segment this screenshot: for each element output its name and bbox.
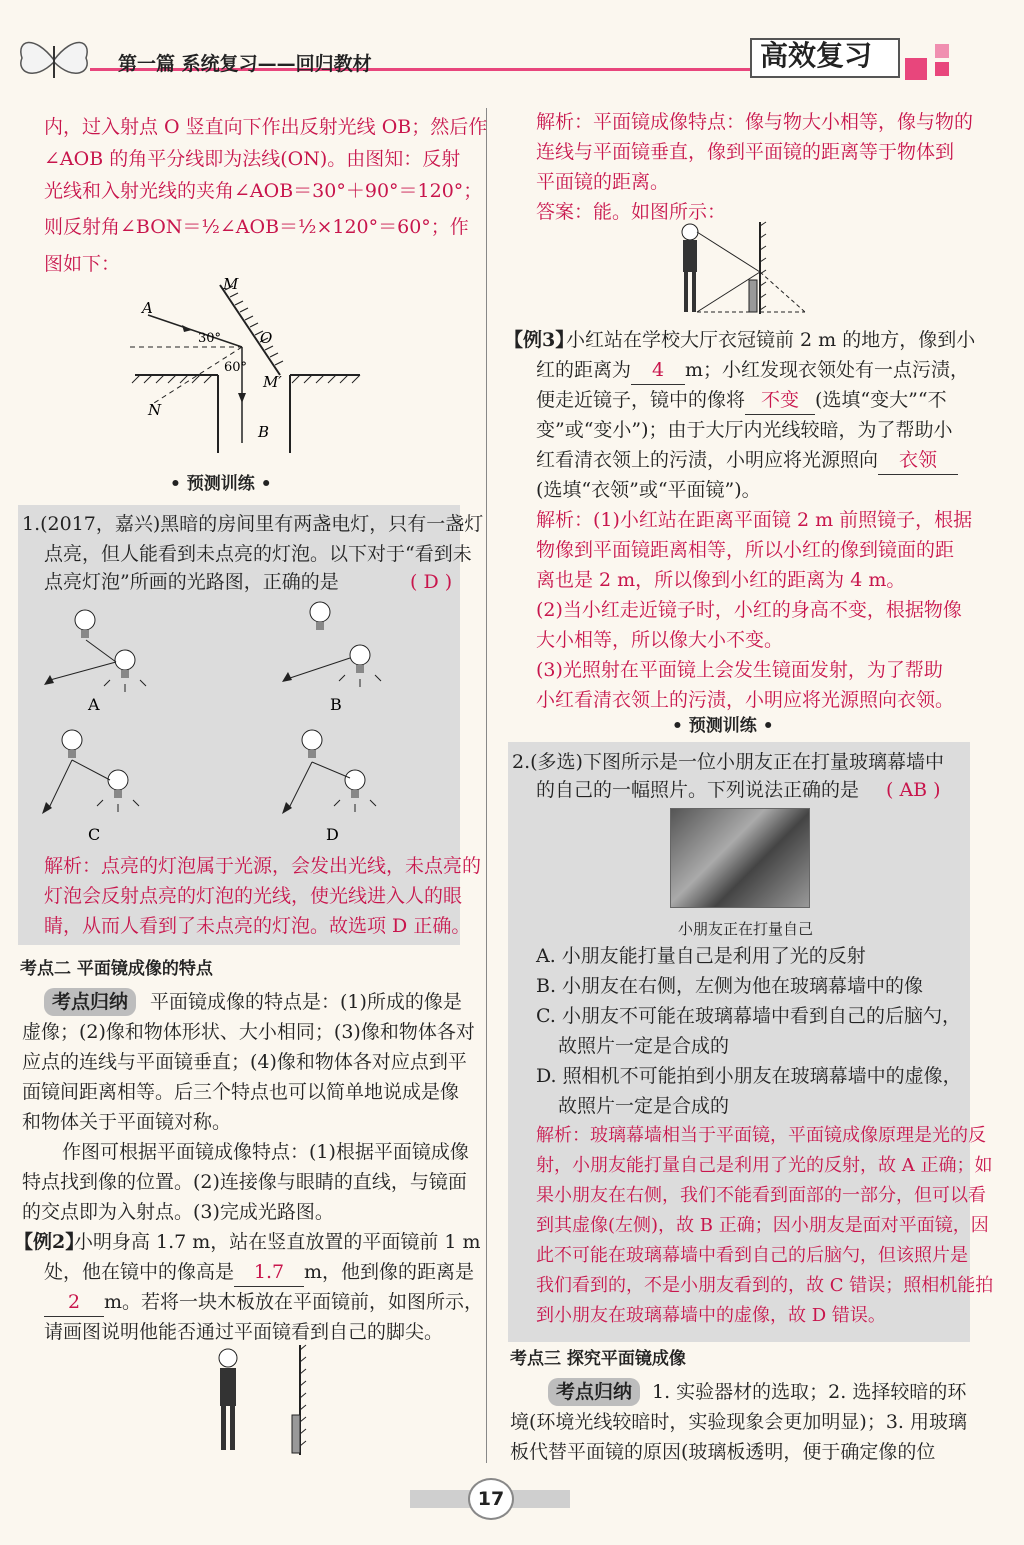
ex3-text: 红看清衣领上的污渍，小明应将光源照向 [536,449,879,471]
ex3-text: (选填“变大”“不 [815,389,947,411]
q1-analysis: 解析：点亮的灯泡属于光源，会发出光线，未点亮的 [44,855,482,877]
angle-60: 60° [224,360,248,375]
intro-line: ∠AOB 的角平分线即为法线(ON)。由图知：反射 [44,148,461,170]
option-b-label: B [330,695,342,714]
ex3-line: (选填“衣领”或“平面镜”)。 [536,479,761,501]
q2-option: C. 小朋友不可能在玻璃幕墙中看到自己的后脑勺， [536,1005,961,1027]
ex3-analysis: 离也是 2 m，所以像到小红的距离为 4 m。 [536,569,906,591]
q2-analysis: 我们看到的，不是小朋友看到的，故 C 错误；照相机能拍 [536,1275,994,1296]
ex3-analysis: 物像到平面镜距离相等，所以小红的像到镜面的距 [536,539,955,561]
topic2-tag-label: 考点归纳 [44,988,136,1016]
ex2-text: 处，他在镜中的像高是 [44,1261,235,1283]
ex3-analysis: 大小相等，所以像大小不变。 [536,629,784,651]
option-c-label: C [88,825,101,844]
q2-line: 2.(多选)下图所示是一位小朋友正在打量玻璃幕墙中 [512,751,944,773]
topic2-line: 特点找到像的位置。(2)连接像与眼睛的直线，与镜面 [22,1171,467,1193]
q2-analysis: 到小朋友在玻璃幕墙中的虚像，故 D 错误。 [536,1305,886,1326]
ex2-label: 【例2】 [14,1231,85,1253]
topic3-tag-label: 考点归纳 [548,1378,640,1406]
q2-line: 的自己的一幅照片。下列说法正确的是 [536,779,860,801]
label-M: M [223,275,239,293]
option-d-figure [282,730,376,844]
label-B: B [258,423,270,441]
topic2-line: 虚像；(2)像和物体形状、大小相同；(3)像和物体各对 [22,1021,475,1043]
pink-square [935,62,949,76]
header-title: 第一篇 系统复习——回归教材 [118,53,372,75]
option-c-figure [42,730,139,844]
topic2-tag [44,988,136,1016]
label-Mprime: M′ [263,373,282,391]
photo-caption: 小朋友正在打量自己 [678,920,814,938]
topic2-line: 和物体关于平面镜对称。 [22,1111,232,1133]
ex2-line2 [44,1258,474,1287]
option-a-label: A [88,695,100,714]
intro-line: 内，过入射点 O 竖直向下作出反射光线 OB；然后作 [44,116,488,138]
q1-analysis: 灯泡会反射点亮的灯泡的光线，使光线进入人的眼 [44,885,463,907]
option-d-label: D [326,825,339,844]
pink-square [935,44,949,58]
ex3-label: 【例3】 [504,329,575,351]
q2-analysis: 解析：玻璃幕墙相当于平面镜，平面镜成像原理是光的反 [536,1125,986,1146]
ex2-analysis: 连线与平面镜垂直，像到平面镜的距离等于物体到 [536,141,955,163]
ex3-blank-direction: 衣领 [878,446,958,475]
column-divider [486,108,487,1463]
q1-line: 1.(2017，嘉兴)黑暗的房间里有两盏电灯，只有一盏灯 [22,513,484,535]
option-a-figure [44,610,146,714]
q2-option: 故照片一定是合成的 [558,1035,730,1057]
ex3-text: 红的距离为 [536,359,632,381]
boy-mirror-diagram [200,1340,330,1460]
ex3-analysis: (3)光照射在平面镜上会发生镜面发射，为了帮助 [536,659,943,681]
page-number: 17 [477,1488,505,1510]
topic2-line: 的交点即为入射点。(3)完成光路图。 [22,1201,334,1223]
butterfly-icon [14,32,94,88]
topic3-title: 考点三 探究平面镜成像 [510,1349,686,1369]
page-number-badge [468,1478,514,1520]
ex2-text: m，他到像的距离是 [304,1261,475,1283]
intro-line: 则反射角∠BON＝½∠AOB＝½×120°＝60°；作 [44,216,469,238]
ex3-analysis: 解析：(1)小红站在距离平面镜 2 m 前照镜子，根据 [536,509,973,531]
q2-analysis: 到其虚像(左侧)，故 B 正确；因小朋友是面对平面镜，因 [536,1215,989,1236]
topic2-title: 考点二 平面镜成像的特点 [20,959,213,979]
boy-mirror-answer-diagram [675,218,815,318]
ex2-blank-height: 1.7 [234,1258,304,1287]
reflection-diagram [130,275,370,460]
q2-option: D. 照相机不可能拍到小朋友在玻璃幕墙中的虚像， [536,1065,962,1087]
q2-option: A. 小朋友能打量自己是利用了光的反射 [536,945,866,967]
angle-30: 30° [198,331,222,346]
label-N: N [148,401,162,419]
ex3-line2 [536,356,969,385]
ex2-text: m。若将一块木板放在平面镜前，如图所示， [104,1291,484,1313]
intro-line: 图如下： [44,253,121,275]
bulb-options-diagram [30,600,450,850]
label-O: O [260,329,273,347]
q1-line: 点亮，但人能看到未点亮的灯泡。以下对于“看到未 [44,543,472,565]
ex2-result: 答案：能。如图所示： [536,201,727,223]
train-heading-right: • 预测训练 • [672,716,774,736]
ex3-text: 便走近镜子，镜中的像将 [536,389,746,411]
ex2-line: 请画图说明他能否通过平面镜看到自己的脚尖。 [44,1321,444,1343]
q2-answer: ( AB ) [886,779,941,801]
topic3-line: 1. 实验器材的选取；2. 选择较暗的环 [652,1381,967,1403]
ex3-blank-change: 不变 [745,386,815,415]
q2-analysis: 果小朋友在右侧，我们不能看到面部的一部分，但可以看 [536,1185,986,1206]
topic3-tag [548,1378,640,1406]
ex3-analysis: 小红看清衣领上的污渍，小明应将光源照向衣领。 [536,689,955,711]
ex3-line5 [536,446,958,475]
ex2-blank-distance: 2 [44,1288,104,1317]
topic3-line: 板代替平面镜的原因(玻璃板透明，便于确定像的位 [510,1441,936,1463]
ex2-analysis: 解析：平面镜成像特点：像与物大小相等，像与物的 [536,111,974,133]
option-b-figure [282,602,381,714]
ex3-text: m；小红发现衣领处有一点污渍， [685,359,970,381]
q1-line: 点亮灯泡”所画的光路图，正确的是 [44,571,339,593]
pink-square [905,58,927,80]
label-A: A [142,299,153,317]
q2-analysis: 此不可能在玻璃幕墙中看到自己的后脑勺，但该照片是 [536,1245,968,1266]
intro-line: 光线和入射光线的夹角∠AOB＝30°＋90°＝120°； [44,180,483,202]
ex2-line: 小明身高 1.7 m，站在竖直放置的平面镜前 1 m [74,1231,481,1253]
topic2-line: 平面镜成像的特点是：(1)所成的像是 [150,991,462,1013]
ex3-line: 变”或“变小”)；由于大厅内光线较暗，为了帮助小 [536,419,953,441]
ex3-line: 小红站在学校大厅衣冠镜前 2 m 的地方，像到小 [566,329,976,351]
topic3-line: 境(环境光线较暗时，实验现象会更加明显)；3. 用玻璃 [510,1411,967,1433]
header-bar [0,30,1024,90]
q1-answer: ( D ) [410,571,453,593]
ex2-line3 [44,1288,483,1317]
q1-analysis: 睛，从而人看到了未点亮的灯泡。故选项 D 正确。 [44,915,471,937]
ex3-line3 [536,386,947,415]
child-photo [670,808,810,908]
q2-option: B. 小朋友在右侧，左侧为他在玻璃幕墙中的像 [536,975,924,997]
topic2-line: 应点的连线与平面镜垂直；(4)像和物体各对应点到平 [22,1051,467,1073]
ex2-analysis: 平面镜的距离。 [536,171,670,193]
topic2-line: 面镜间距离相等。后三个特点也可以简单地说成是像 [22,1081,460,1103]
q2-option: 故照片一定是合成的 [558,1095,730,1117]
header-brand: 高效复习 [760,39,873,72]
q2-analysis: 射，小朋友能打量自己是利用了光的反射，故 A 正确；如 [536,1155,993,1176]
topic2-line: 作图可根据平面镜成像特点：(1)根据平面镜成像 [62,1141,469,1163]
ex3-blank-distance: 4 [631,356,685,385]
ex3-analysis: (2)当小红走近镜子时，小红的身高不变，根据物像 [536,599,962,621]
train-heading-left: • 预测训练 • [170,474,272,494]
